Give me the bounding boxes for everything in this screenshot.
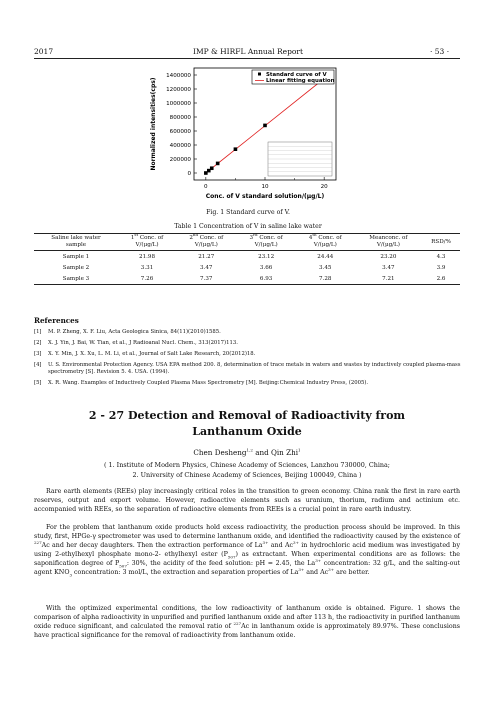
table-cell: 3.66 xyxy=(259,264,273,271)
table-caption: Table 1 Concentration of V in saline lake water xyxy=(174,223,322,230)
th-conc-2: 2nd Conc. of V/(μg/L) xyxy=(176,234,236,251)
body-paragraph-3: With the optimized experimental conditions, the low radioactivity of lanthanum oxide is obtained. Figure. 1 shows the comparison of alpha radioactivity in unpurified and purified lanthanum oxide and after 113 h, the radioactivity in purified lanthanum oxide reduce significant, and calculated the removal ratio of $^{227}$Ac in lanthanum oxide is approximately 89.97%. These conclusions have practical significance for the removal of radioactivity from lanthanum oxide. xyxy=(34,605,461,640)
article-title-line1: 2 - 27 Detection and Removal of Radioactivity from xyxy=(88,409,406,422)
reference-item: [1] M. P. Zheng, X. F. Liu, Acta Geologica Sinica, 84(11)(2010)1585. xyxy=(34,329,221,335)
data-point xyxy=(216,162,220,166)
table-cell: Sample 3 xyxy=(34,273,118,285)
table-cell: 24.44 xyxy=(317,253,334,260)
table-row xyxy=(34,262,460,273)
x-tick-label: 0 xyxy=(204,184,208,190)
table-cell: Sample 1 xyxy=(62,253,90,260)
y-axis-label: Normalized intensities(cps) xyxy=(150,77,157,171)
table-cell: 21.98 xyxy=(139,253,156,260)
y-tick-label: 1400000 xyxy=(166,73,191,79)
table-cell: 7.21 xyxy=(355,273,422,285)
reference-item: [5] X. R. Wang. Examples of Inductively Coupled Plasma Mass Spectrometry [M]. Beijing:Chemical Industry Press, (2005). xyxy=(34,380,369,386)
legend-marker xyxy=(258,73,261,76)
table-cell: 3.31 xyxy=(140,264,154,271)
table-cell: 7.28 xyxy=(296,273,355,285)
table-cell: 3.45 xyxy=(319,264,332,271)
y-tick-label: 400000 xyxy=(169,143,191,149)
reference-item: [2] X. J. Yin, J. Bai, W. Tian, et al., J Radioanal Nucl. Chem., 313(2017)113. xyxy=(34,340,238,346)
article-title-line2: Lanthanum Oxide xyxy=(192,425,302,438)
table-cell: 21.27 xyxy=(198,253,215,260)
x-axis-label: Conc. of V standard solution/(μg/L) xyxy=(205,193,325,200)
standard-curve-chart xyxy=(140,62,350,210)
affiliation-2: 2. University of Chinese Academy of Sciences, Beijing 100049, China ) xyxy=(132,471,362,479)
header-rule xyxy=(34,58,460,59)
body-paragraph-2: For the problem that lanthanum oxide products hold excess radioactivity, the production process should be improved. In this study, first, HPGe-γ spectrometer was used to determine lanthanum oxide, and identified the radioactivity caused by the existence of $^{227}$Ac and her decay daughters. Then the extraction performance of $La^{3+}$ and $Ac^{3+}$ in hydrochloric acid medium was investigated by using 2-ethylhexyl phosphate mono-2- ethylhexyl ester $(P_{507})$ as extractant. When experimental conditions are as follows: the saponification degree of $P_{507}$: 30%, the acidity of the feed solution: pH = 2.45, the $La^{3+}$ concentration: 32 g/L, and the salting-out agent $KNO_3$ concentration: 3 mol/L, the extraction and separation properties of $La^{3+}$ and $Ac^{3+}$ are better. xyxy=(34,524,461,578)
body-paragraph-1: Rare earth elements (REEs) play increasingly critical roles in the transition to green economy. China rank the first in rare earth reserves, output and export volume. However, radioactive elements such as uranium, thorium, radium and actinium etc. accompanied with REEs, so the separation of radioactive elements from REEs is a crucial point in rare earth industry. xyxy=(34,488,460,514)
table-cell: 3.9 xyxy=(436,264,446,271)
header-page: · 53 · xyxy=(430,47,450,56)
affiliation-1: ( 1. Institute of Modern Physics, Chinese Academy of Sciences, Lanzhou 730000, China; xyxy=(104,461,390,469)
table-cell: 2.6 xyxy=(422,273,460,285)
figure-caption: Fig. 1 Standard curve of V. xyxy=(206,209,290,216)
article-authors: Chen Desheng$^{1,2}$ and Qin Zhi$^1$ xyxy=(193,447,301,457)
table-cell: 3.47 xyxy=(200,264,213,271)
header-title: IMP & HIRFL Annual Report xyxy=(192,47,303,56)
legend-label-standard: Standard curve of V xyxy=(266,72,327,78)
y-tick-label: 1200000 xyxy=(166,87,191,93)
table-cell: 23.20 xyxy=(380,253,397,260)
table-cell: 7.37 xyxy=(176,273,236,285)
y-tick-label: 800000 xyxy=(169,115,191,121)
table-header-row xyxy=(34,234,460,251)
table-cell: 7.26 xyxy=(118,273,176,285)
table-row xyxy=(34,251,460,263)
data-point xyxy=(263,124,267,128)
y-tick-label: 0 xyxy=(187,171,191,177)
y-tick-label: 200000 xyxy=(169,157,191,163)
table-cell: 23.12 xyxy=(258,253,275,260)
th-sample: Saline lake water sample xyxy=(34,234,118,251)
table-row xyxy=(34,273,460,285)
y-tick-label: 600000 xyxy=(169,129,191,135)
th-mean-conc: Meanconc. of V/(μg/L) xyxy=(355,234,422,251)
concentration-table xyxy=(34,233,460,285)
reference-item: [3] X. Y. Min, J. X. Xu, L. M. Li, et al., Journal of Salt Lake Research, 20(2012)18. xyxy=(34,351,256,357)
th-conc-1: 1st Conc. of V/(μg/L) xyxy=(118,234,176,251)
x-tick-label: 10 xyxy=(261,184,269,190)
header-year: 2017 xyxy=(34,47,54,56)
th-conc-3: 3rd Conc. of V/(μg/L) xyxy=(236,234,295,251)
th-rsd: RSD/% xyxy=(422,234,460,251)
table-cell: Sample 2 xyxy=(62,264,90,271)
y-tick-label: 1000000 xyxy=(166,101,191,107)
references-heading: References xyxy=(34,316,79,325)
table-cell: 6.93 xyxy=(236,273,295,285)
reference-item: [4] U. S. Environmental Protection Agency. USA EPA method 200. 8, determination of trace metals in waters and wastes by inductively coupled plasma-mass spectrometry [S]. Revision 5. 4. USA. (1994). xyxy=(34,362,461,375)
legend-label-fit: Linear fitting equation xyxy=(266,78,335,84)
data-point xyxy=(210,166,214,170)
table-cell: 3.47 xyxy=(382,264,395,271)
th-conc-4: 4th Conc. of V/(μg/L) xyxy=(296,234,355,251)
x-tick-label: 20 xyxy=(320,184,328,190)
table-cell: 4.3 xyxy=(436,253,446,260)
data-point xyxy=(234,147,238,151)
